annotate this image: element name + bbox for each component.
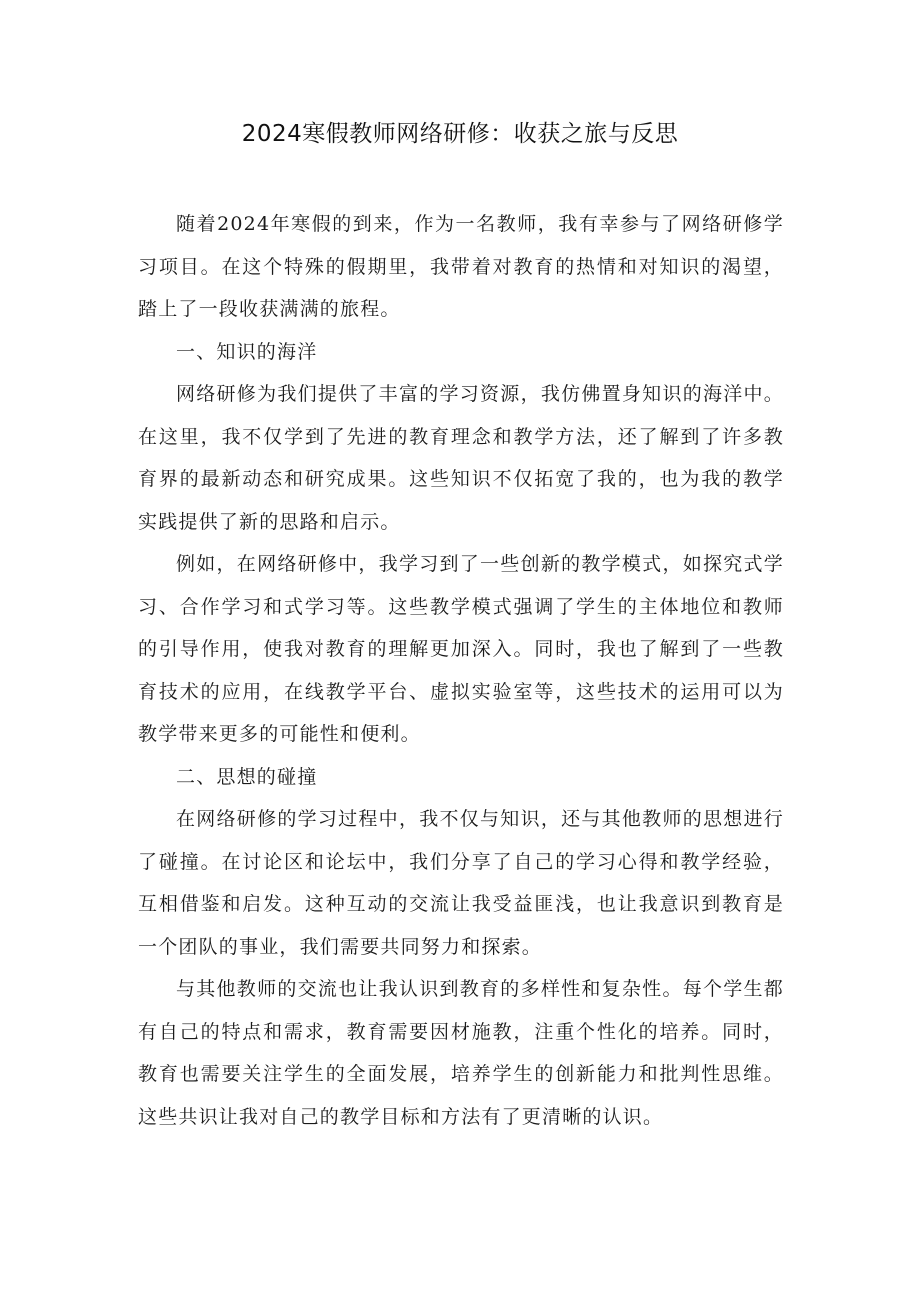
section-heading-knowledge: 一、知识的海洋 bbox=[176, 340, 318, 363]
document-title: 2024寒假教师网络研修：收获之旅与反思 bbox=[241, 121, 679, 147]
paragraph-ideas: 在网络研修的学习过程中，我不仅与知识，还与其他教师的思想进行了碰撞。在讨论区和论坛中，我们分享了自己的学习心得和教学经验，互相借鉴和启发。这种互动的交流让我受益匪浅，也让我意识到教育是一个团队的事业，我们需要共同努力和探索。 bbox=[138, 808, 784, 958]
paragraph-knowledge: 网络研修为我们提供了丰富的学习资源，我仿佛置身知识的海洋中。在这里，我不仅学到了先进的教育理念和教学方法，还了解到了许多教育界的最新动态和研究成果。这些知识不仅拓宽了我的，也为我的教学实践提供了新的思路和启示。 bbox=[138, 383, 784, 533]
paragraph-intro: 随着2024年寒假的到来，作为一名教师，我有幸参与了网络研修学习项目。在这个特殊的假期里，我带着对教育的热情和对知识的渴望，踏上了一段收获满满的旅程。 bbox=[138, 213, 784, 320]
section-heading-ideas: 二、思想的碰撞 bbox=[176, 765, 318, 788]
paragraph-example: 例如，在网络研修中，我学习到了一些创新的教学模式，如探究式学习、合作学习和式学习等。这些教学模式强调了学生的主体地位和教师的引导作用，使我对教育的理解更加深入。同时，我也了解到了一些教育技术的应用，在线教学平台、虚拟实验室等，这些技术的运用可以为教学带来更多的可能性和便利。 bbox=[138, 553, 784, 745]
paragraph-exchange: 与其他教师的交流也让我认识到教育的多样性和复杂性。每个学生都有自己的特点和需求，教育需要因材施教，注重个性化的培养。同时，教育也需要关注学生的全面发展，培养学生的创新能力和批判性思维。这些共识让我对自己的教学目标和方法有了更清晰的认识。 bbox=[138, 978, 784, 1128]
document-body bbox=[138, 203, 784, 1138]
